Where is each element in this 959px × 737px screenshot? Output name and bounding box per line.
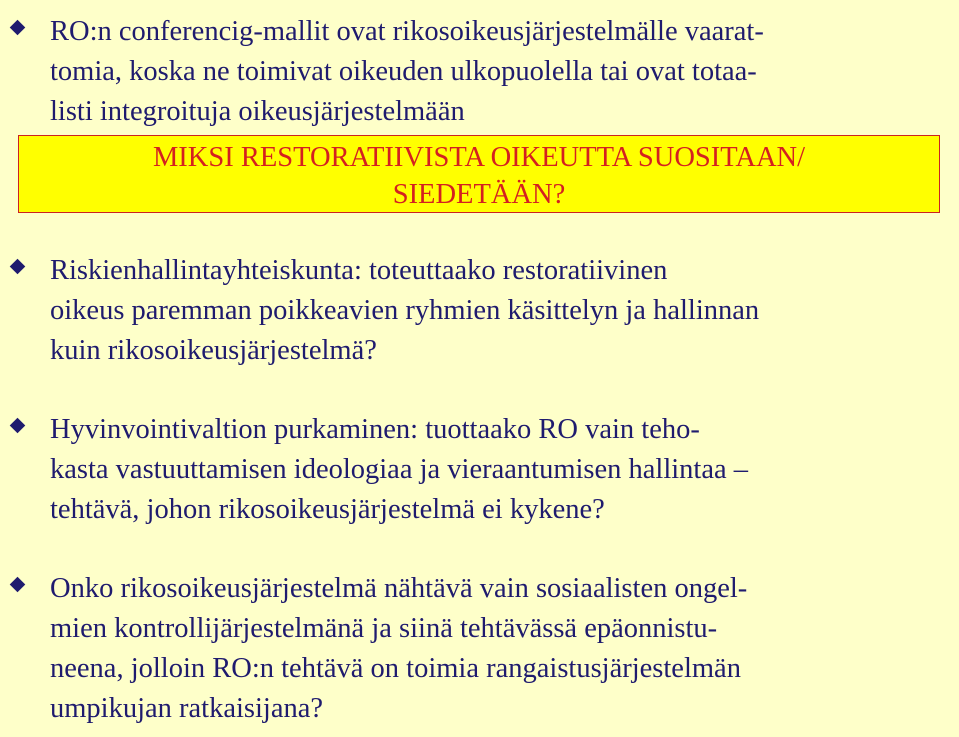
bullet-2-line-3: kuin rikosoikeusjärjestelmä?	[50, 335, 377, 366]
bullet-2-line-2: oikeus paremman poikkeavien ryhmien käsittelyn ja hallinnan	[50, 295, 760, 326]
diamond-bullet-icon	[10, 20, 26, 36]
bullet-4-line-2: mien kontrollijärjestelmänä ja siinä tehtävässä epäonnistu-	[50, 613, 718, 644]
bullet-2-line-1: Riskienhallintayhteiskunta: toteuttaako restoratiivinen	[50, 255, 668, 286]
highlight-line-2: SIEDETÄÄN?	[392, 179, 566, 210]
bullet-1-line-1: RO:n conferencig-mallit ovat rikosoikeusjärjestelmälle vaarat-	[50, 16, 764, 47]
bullet-4-line-4: umpikujan ratkaisijana?	[50, 693, 324, 724]
diamond-bullet-icon	[10, 259, 26, 275]
bullet-item-1	[50, 12, 950, 132]
bullet-item-2	[50, 251, 950, 371]
bullet-3-line-1: Hyvinvointivaltion purkaminen: tuottaako RO vain teho-	[50, 414, 700, 445]
bullet-4-line-3: neena, jolloin RO:n tehtävä on toimia rangaistusjärjestelmän	[50, 653, 741, 684]
bullet-1-line-3: listi integroituja oikeusjärjestelmään	[50, 96, 465, 127]
diamond-bullet-icon	[10, 577, 26, 593]
bullet-1-line-2: tomia, koska ne toimivat oikeuden ulkopuolella tai ovat totaa-	[50, 56, 757, 87]
bullet-4-line-1: Onko rikosoikeusjärjestelmä nähtävä vain sosiaalisten ongel-	[50, 573, 748, 604]
bullet-item-3	[50, 410, 950, 530]
highlight-line-1: MIKSI RESTORATIIVISTA OIKEUTTA SUOSITAAN/	[152, 142, 806, 173]
bullet-3-line-2: kasta vastuuttamisen ideologiaa ja vieraantumisen hallintaa –	[50, 454, 749, 485]
highlight-question-box	[18, 135, 940, 213]
bullet-item-4	[50, 569, 950, 729]
diamond-bullet-icon	[10, 418, 26, 434]
bullet-3-line-3: tehtävä, johon rikosoikeusjärjestelmä ei kykene?	[50, 494, 605, 525]
